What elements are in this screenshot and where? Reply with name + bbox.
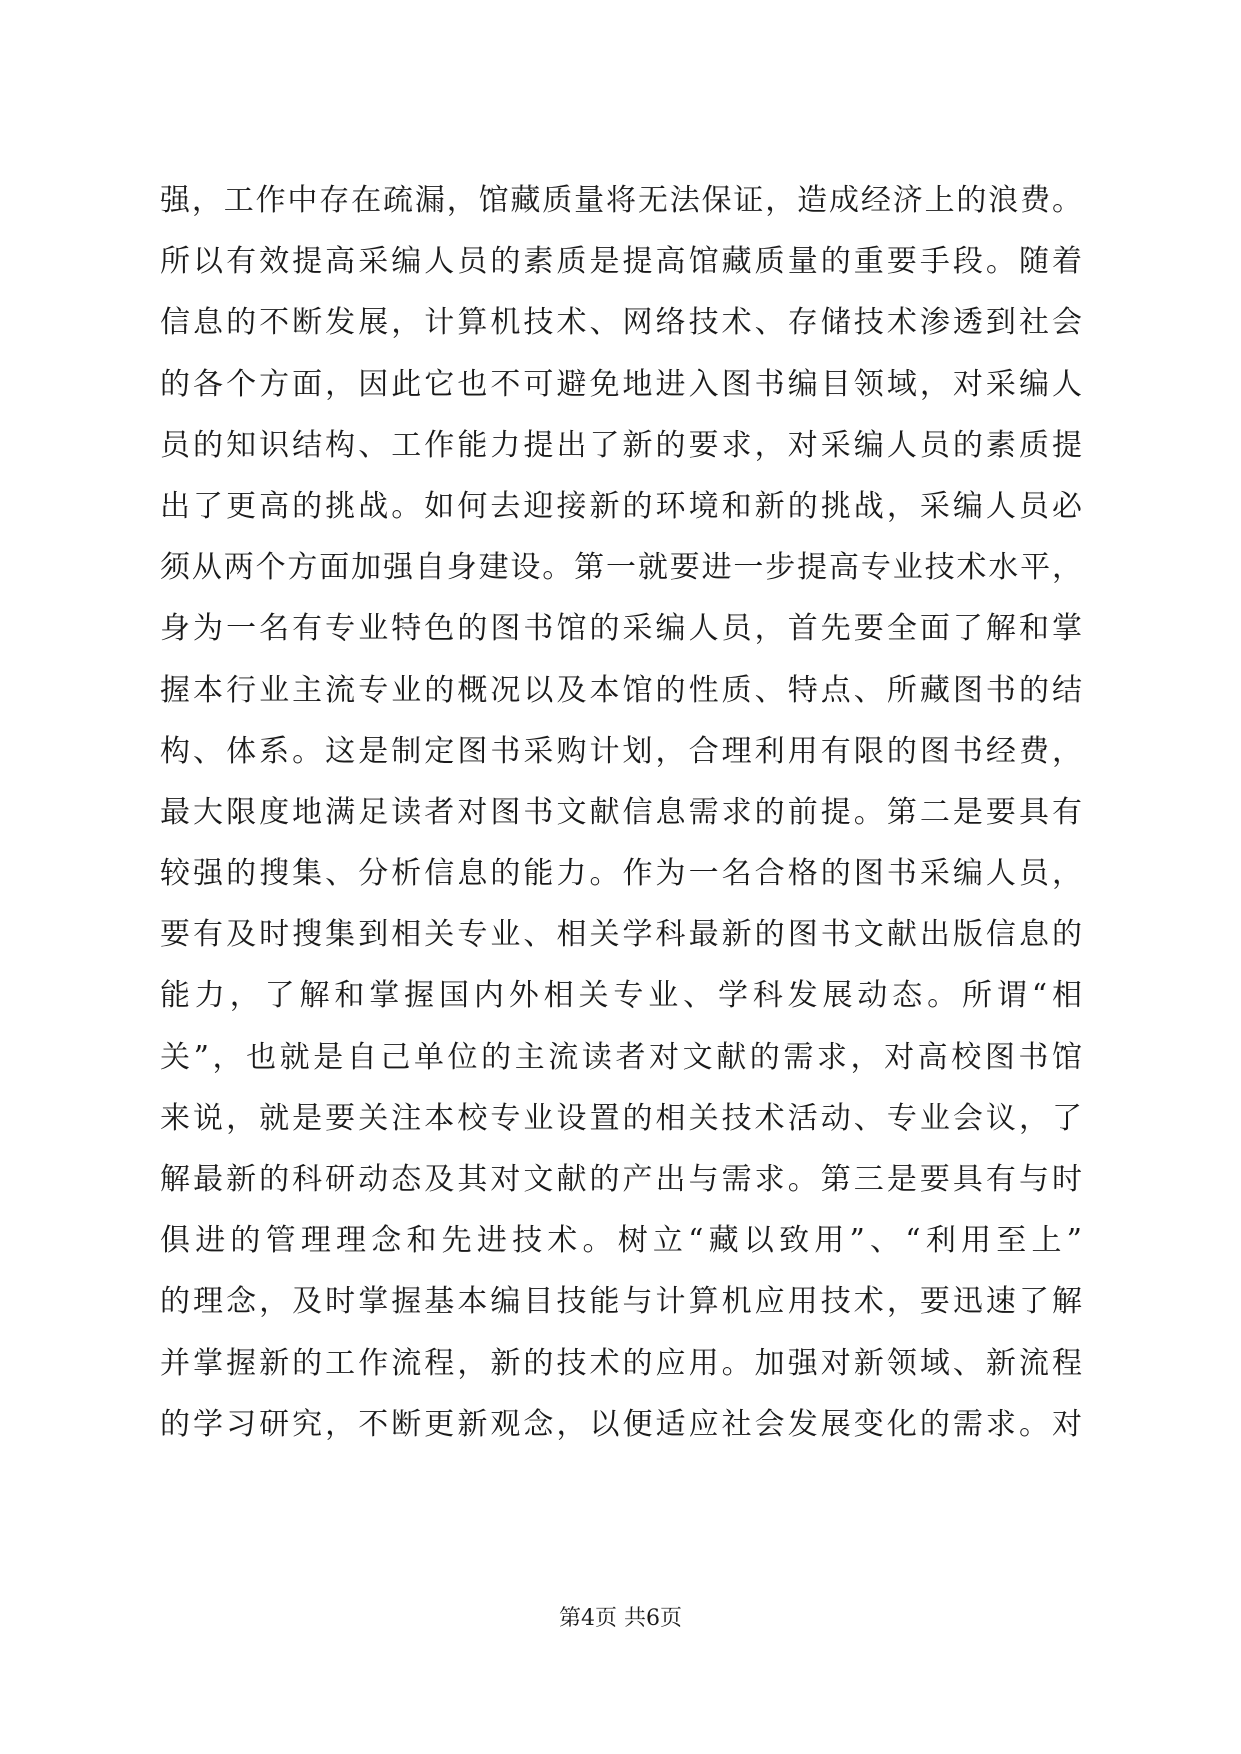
- text-line: 信息的不断发展，计算机技术、网络技术、存储技术渗透到社会: [160, 305, 1082, 341]
- text-line: 所以有效提高采编人员的素质是提高馆藏质量的重要手段。随着: [160, 244, 1082, 280]
- text-line: 须从两个方面加强自身建设。第一就要进一步提高专业技术水平，: [160, 550, 1082, 586]
- text-line: 员的知识结构、工作能力提出了新的要求，对采编人员的素质提: [160, 427, 1082, 463]
- text-line: 能力，了解和掌握国内外相关专业、学科发展动态。所谓“相: [160, 978, 1082, 1014]
- text-line: 俱进的管理理念和先进技术。树立“藏以致用”、“利用至上”: [160, 1223, 1082, 1259]
- text-line: 较强的搜集、分析信息的能力。作为一名合格的图书采编人员，: [160, 856, 1082, 892]
- text-line: 握本行业主流专业的概况以及本馆的性质、特点、所藏图书的结: [160, 672, 1082, 708]
- text-line: 的理念，及时掌握基本编目技能与计算机应用技术，要迅速了解: [160, 1284, 1082, 1320]
- text-line: 身为一名有专业特色的图书馆的采编人员，首先要全面了解和掌: [160, 611, 1082, 647]
- document-body: [160, 170, 1082, 1455]
- page-number-footer: 第4页 共6页: [559, 1606, 682, 1631]
- text-line: 关”，也就是自己单位的主流读者对文献的需求，对高校图书馆: [160, 1039, 1082, 1075]
- text-line: 强，工作中存在疏漏，馆藏质量将无法保证，造成经济上的浪费。: [160, 183, 1082, 218]
- text-line: 并掌握新的工作流程，新的技术的应用。加强对新领域、新流程: [160, 1345, 1082, 1381]
- text-line: 的各个方面，因此它也不可避免地进入图书编目领域，对采编人: [160, 366, 1082, 402]
- text-line: 出了更高的挑战。如何去迎接新的环境和新的挑战，采编人员必: [160, 488, 1082, 524]
- text-line: 解最新的科研动态及其对文献的产出与需求。第三是要具有与时: [160, 1162, 1082, 1197]
- text-line: 要有及时搜集到相关专业、相关学科最新的图书文献出版信息的: [160, 917, 1082, 953]
- text-line: 来说，就是要关注本校专业设置的相关技术活动、专业会议，了: [160, 1100, 1082, 1136]
- text-line: 的学习研究，不断更新观念，以便适应社会发展变化的需求。对: [160, 1406, 1082, 1442]
- text-line: 构、体系。这是制定图书采购计划，合理利用有限的图书经费，: [160, 733, 1082, 769]
- text-line: 最大限度地满足读者对图书文献信息需求的前提。第二是要具有: [160, 794, 1082, 830]
